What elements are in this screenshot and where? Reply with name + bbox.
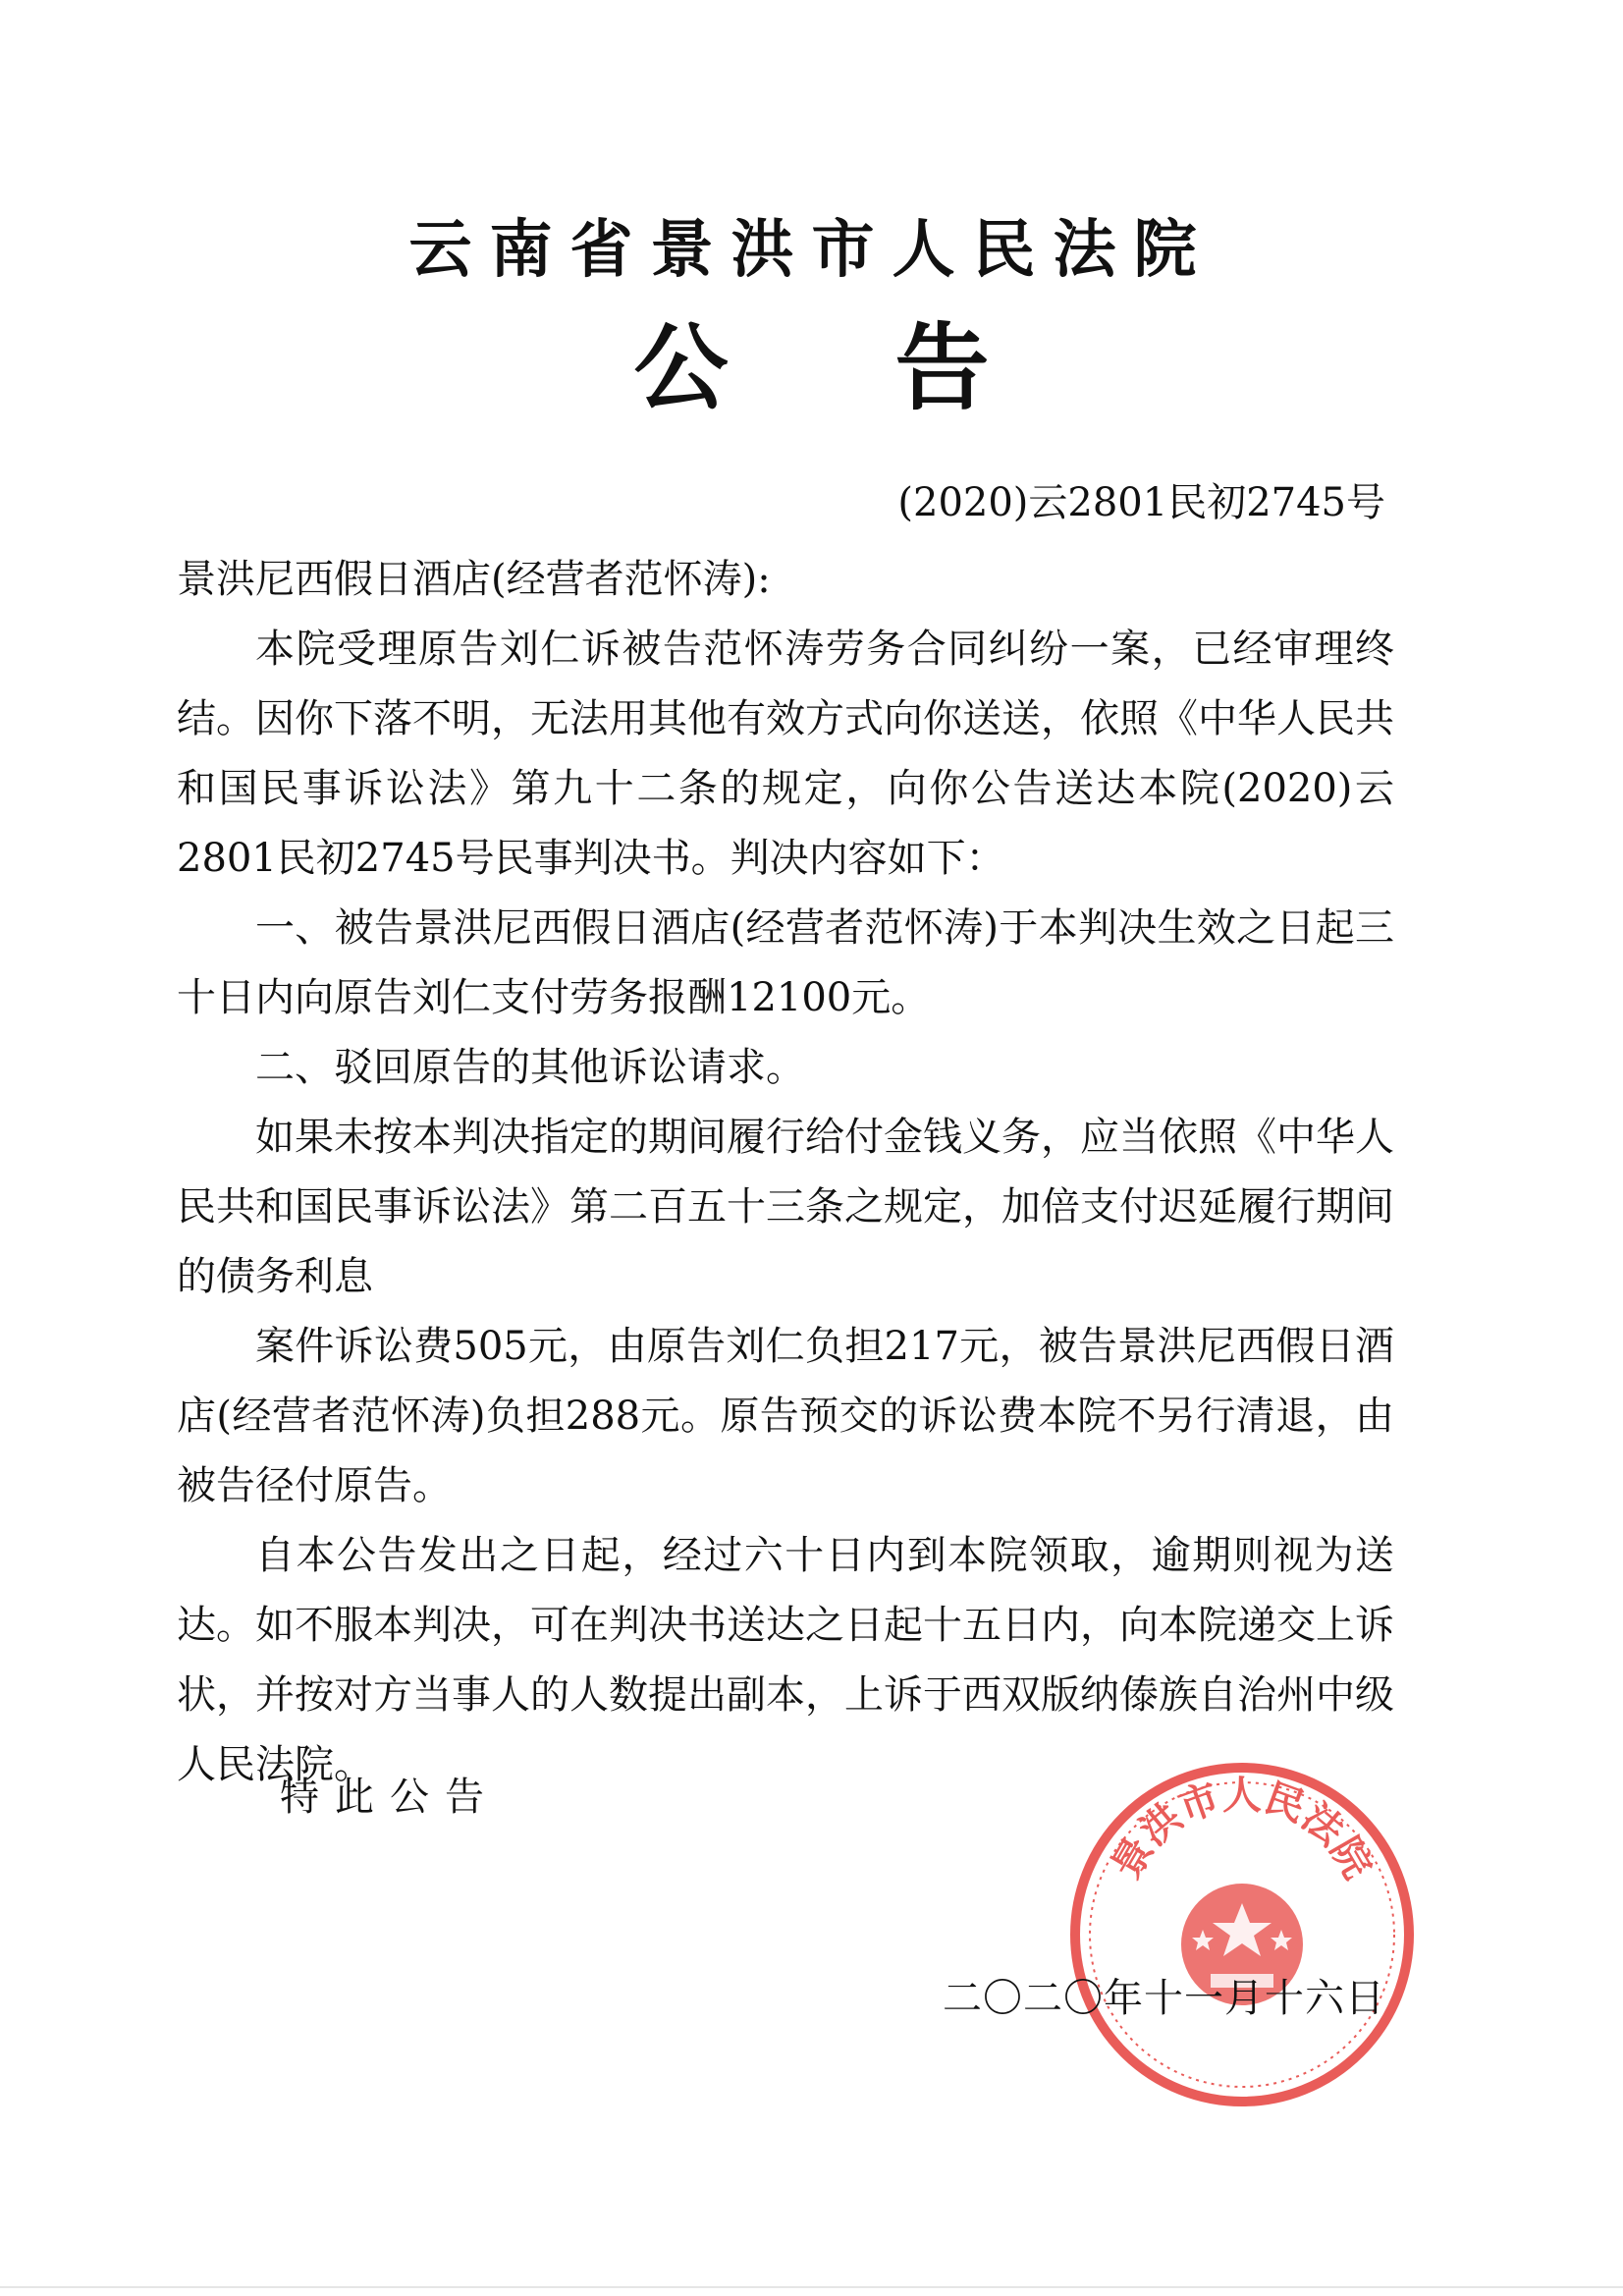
page-bottom-border: [0, 2286, 1623, 2288]
paragraph: 案件诉讼费505元，由原告刘仁负担217元，被告景洪尼西假日酒店(经营者范怀涛)负担288元。原告预交的诉讼费本院不另行清退，由被告径付原告。: [177, 1324, 1394, 1508]
paragraph: 一、被告景洪尼西假日酒店(经营者范怀涛)于本判决生效之日起三十日内向原告刘仁支付劳务报酬12100元。: [177, 905, 1394, 1020]
court-name: 云南省景洪市人民法院: [408, 213, 1215, 287]
sign-off: 特此公告: [280, 1775, 500, 1820]
paragraph: 二、驳回原告的其他诉讼请求。: [255, 1045, 805, 1090]
notice-date: 二〇二〇年十一月十六日: [943, 1976, 1385, 2021]
notice-body: [177, 545, 1394, 1800]
document-title: 公告: [633, 312, 1157, 423]
addressee: 景洪尼西假日酒店(经营者范怀涛):: [177, 557, 771, 602]
paragraph: 本院受理原告刘仁诉被告范怀涛劳务合同纠纷一案，已经审理终结。因你下落不明，无法用其他有效方式向你送送，依照《中华人民共和国民事诉讼法》第九十二条的规定，向你公告送达本院(2020)云2801民初2745号民事判决书。判决内容如下：: [177, 627, 1394, 881]
paragraph: 如果未按本判决指定的期间履行给付金钱义务，应当依照《中华人民共和国民事诉讼法》第二百五十三条之规定，加倍支付迟延履行期间的债务利息: [177, 1115, 1394, 1299]
paragraph: 自本公告发出之日起，经过六十日内到本院领取，逾期则视为送达。如不服本判决，可在判决书送达之日起十五日内，向本院递交上诉状，并按对方当事人的人数提出副本，上诉于西双版纳傣族自治州中级人民法院。: [177, 1533, 1394, 1787]
case-number: (2020)云2801民初2745号: [897, 480, 1385, 525]
seal-lettering: 景洪市人民法院: [1103, 1772, 1381, 1886]
court-seal-stamp: [1065, 1758, 1419, 2111]
